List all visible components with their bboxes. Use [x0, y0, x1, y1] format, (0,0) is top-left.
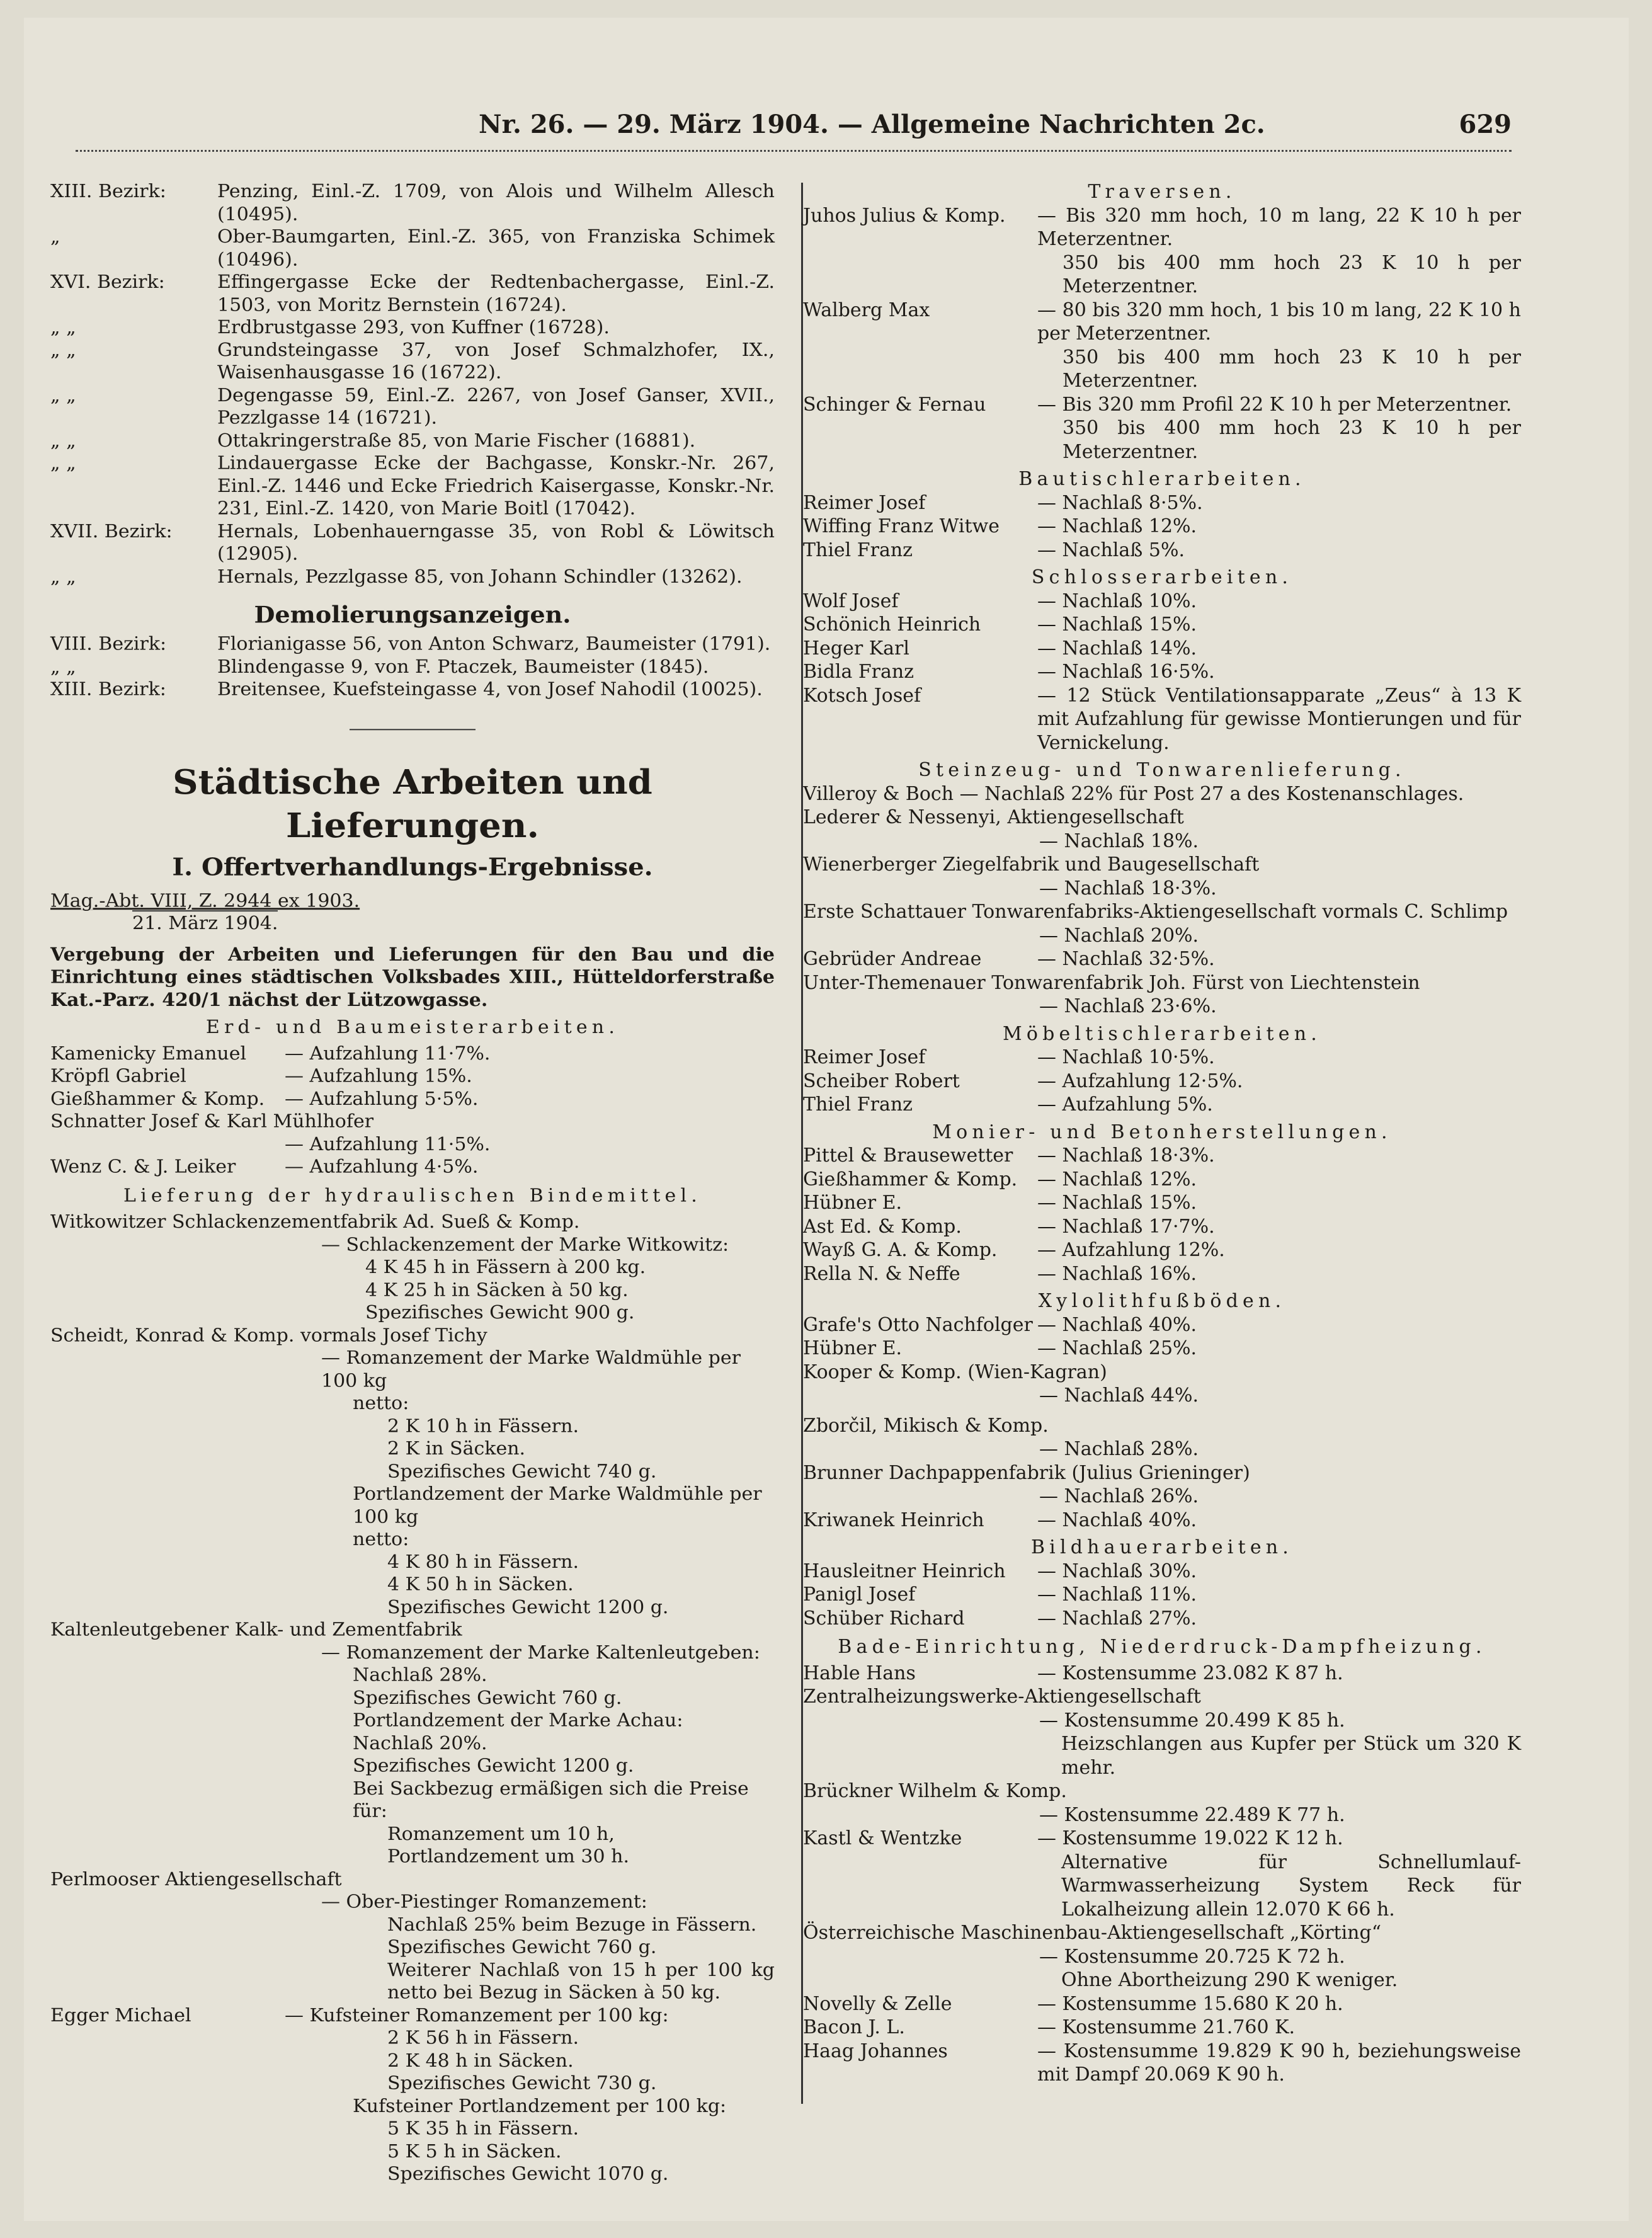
witkowitz-line: 4 K 45 h in Fässern à 200 kg.	[365, 1257, 646, 1278]
building-permits-list	[50, 180, 775, 588]
right-column	[803, 180, 1521, 2087]
bildhauer-entry	[803, 1607, 1521, 1631]
brunner-name: Brunner Dachpappenfabrik (Julius Grieninger)	[803, 1461, 1250, 1484]
erd-entry	[50, 1042, 775, 1065]
section-xylolith: Xylolithfußböden.	[1038, 1290, 1286, 1312]
kaltenleut-line: Portlandzement um 30 h.	[387, 1846, 629, 1868]
traversen-entry-name: Juhos Julius & Komp.	[803, 204, 1006, 227]
page-number: 629	[1459, 110, 1512, 139]
permit-entry-value: Penzing, Einl.-Z. 1709, von Alois und Wilhelm Allesch (10495).	[217, 180, 775, 225]
andreae-name: Gebrüder Andreae	[803, 948, 982, 970]
moebel-entry	[803, 1046, 1521, 1070]
scheidt-line: 4 K 80 h in Fässern.	[387, 1551, 579, 1573]
kotsch-value: — 12 Stück Ventilationsapparate „Zeus“ à 13 K mit Aufzahlung für gewisse Montierungen und für Vernickelung.	[1037, 684, 1521, 754]
permit-entry	[50, 271, 775, 316]
section-moebel: Möbeltischlerarbeiten.	[1002, 1022, 1322, 1045]
demolition-entry-name: „ „	[50, 656, 76, 678]
scheidt-line: Portlandzement der Marke Waldmühle per 100 kg	[353, 1483, 762, 1527]
permit-entry-name: „ „	[50, 339, 76, 361]
novelly-row	[803, 1992, 1521, 2016]
witkowitz-line: Spezifisches Gewicht 900 g.	[365, 1302, 635, 1323]
permit-entry-name: „ „	[50, 316, 76, 338]
moebel-entry-value: — Aufzahlung 5%.	[1037, 1093, 1213, 1116]
perlmooser-name: Perlmooser Aktiengesellschaft	[50, 1868, 342, 1890]
traversen-entry	[803, 204, 1521, 251]
moebel-entry-value: — Aufzahlung 12·5%.	[1037, 1070, 1243, 1092]
left-column	[50, 180, 775, 2185]
themenau-value: — Nachlaß 23·6%.	[1039, 995, 1217, 1017]
traversen-entry-extra: 350 bis 400 mm hoch 23 K 10 h per Meterzentner.	[1062, 346, 1521, 392]
demolition-heading: Demolierungsanzeigen.	[254, 600, 571, 629]
demolition-entry-value: Blindengasse 9, von F. Ptaczek, Baumeister (1845).	[217, 656, 709, 678]
witkowitz-line: 4 K 25 h in Säcken à 50 kg.	[365, 1279, 629, 1301]
monier-entry	[803, 1191, 1521, 1215]
schlosser-entry-name: Bidla Franz	[803, 661, 914, 683]
moebel-entry-name: Scheiber Robert	[803, 1070, 960, 1092]
scheidt-line: netto:	[353, 1528, 409, 1550]
permit-entry	[50, 430, 775, 452]
andreae-row	[803, 947, 1521, 971]
permit-entry-name: „	[50, 226, 60, 248]
scheidt-line: — Romanzement der Marke Waldmühle per 100 kg	[321, 1347, 741, 1391]
section-bade: Bade-Einrichtung, Niederdruck-Dampfheizung.	[838, 1636, 1486, 1658]
intro-paragraph: Vergebung der Arbeiten und Lieferungen für den Bau und die Einrichtung eines städtischen Volksbades XIII., Hütteldorferstraße Kat.-Parz. 420/1 nächst der Lützowgasse.	[50, 944, 775, 1011]
bildhauer-list	[803, 1560, 1521, 1631]
bildhauer-entry-value: — Nachlaß 11%.	[1037, 1584, 1197, 1606]
novelly-name: Novelly & Zelle	[803, 1992, 952, 2015]
header-rule	[76, 150, 1512, 152]
monier-entry	[803, 1168, 1521, 1192]
monier-entry-name: Pittel & Brausewetter	[803, 1145, 1013, 1167]
monier-entry-value: — Nachlaß 17·7%.	[1037, 1215, 1215, 1238]
permit-entry	[50, 316, 775, 339]
wenz-row	[50, 1156, 775, 1179]
permit-entry-value: Hernals, Pezzlgasse 85, von Johann Schindler (13262).	[217, 566, 743, 588]
bildhauer-entry-value: — Nachlaß 30%.	[1037, 1560, 1197, 1582]
wenz-value: — Aufzahlung 4·5%.	[285, 1156, 479, 1178]
schlosser-entry-value: — Nachlaß 15%.	[1037, 614, 1197, 636]
traversen-entry-extra: 350 bis 400 mm hoch 23 K 10 h per Meterzentner.	[1062, 417, 1521, 463]
section-steinzeug: Steinzeug- und Tonwarenlieferung.	[918, 759, 1406, 781]
kooper-name: Kooper & Komp. (Wien-Kagran)	[803, 1361, 1107, 1383]
traversen-entry-value: — 80 bis 320 mm hoch, 1 bis 10 m lang, 22 K 10 h per Meterzentner.	[1037, 299, 1521, 345]
scheidt-line: 4 K 50 h in Säcken.	[387, 1573, 574, 1596]
permit-entry-value: Ottakringerstraße 85, von Marie Fischer (16881).	[217, 430, 696, 452]
xylolith-list	[803, 1313, 1521, 1361]
permit-entry	[50, 226, 775, 271]
bildhauer-entry-name: Panigl Josef	[803, 1584, 916, 1606]
traversen-entry-name: Schinger & Fernau	[803, 393, 986, 416]
hable-name: Hable Hans	[803, 1662, 916, 1684]
permit-entry-name: „ „	[50, 384, 76, 406]
section-bautischler: Bautischlerarbeiten.	[1018, 468, 1306, 490]
kastl-extra: Alternative für Schnellumlauf-Warmwasserheizung System Reck für Lokalheizung allein 12.070 K 66 h.	[1061, 1851, 1521, 1921]
permit-entry	[50, 339, 775, 384]
bildhauer-entry	[803, 1583, 1521, 1607]
haag-name: Haag Johannes	[803, 2040, 948, 2062]
kaltenleut-line: Portlandzement der Marke Achau:	[353, 1710, 683, 1732]
kriwanek-row	[803, 1509, 1521, 1533]
traversen-entry-value: — Bis 320 mm Profil 22 K 10 h per Meterzentner.	[1037, 393, 1512, 416]
egger-row	[50, 2004, 775, 2027]
kastl-row	[803, 1827, 1521, 1851]
hable-row	[803, 1662, 1521, 1686]
bautischler-entry	[803, 515, 1521, 539]
oesterr-name: Österreichische Maschinenbau-Aktiengesellschaft „Körting“	[803, 1922, 1382, 1944]
monier-entry-value: — Aufzahlung 12%.	[1037, 1239, 1225, 1261]
scheidt-line: netto:	[353, 1392, 409, 1414]
bautischler-entry-value: — Nachlaß 12%.	[1037, 515, 1197, 537]
section-erd: Erd- und Baumeisterarbeiten.	[205, 1017, 620, 1038]
erd-entry-name: Gießhammer & Komp.	[50, 1088, 265, 1110]
schnatter-name: Schnatter Josef & Karl Mühlhofer	[50, 1110, 374, 1133]
kooper-value: — Nachlaß 44%.	[1039, 1384, 1199, 1407]
schlosser-list	[803, 590, 1521, 684]
egger-line: Kufsteiner Portlandzement per 100 kg:	[353, 2095, 727, 2117]
monier-entry	[803, 1215, 1521, 1239]
kastl-name: Kastl & Wentzke	[803, 1827, 962, 1849]
schlosser-entry-value: — Nachlaß 14%.	[1037, 637, 1197, 659]
scheidt-line: 2 K in Säcken.	[387, 1437, 526, 1459]
traversen-entry-name: Walberg Max	[803, 299, 930, 321]
section-schlosser: Schlosserarbeiten.	[1031, 566, 1293, 588]
kastl-value: — Kostensumme 19.022 K 12 h.	[1037, 1827, 1343, 1849]
oesterr-value: Ohne Abortheizung 290 K weniger.	[1061, 1969, 1398, 1991]
monier-entry-name: Gießhammer & Komp.	[803, 1168, 1018, 1190]
section-hydraulic: Lieferung der hydraulischen Bindemittel.	[123, 1185, 702, 1206]
monier-entry-value: — Nachlaß 15%.	[1037, 1192, 1197, 1214]
schlosser-entry	[803, 660, 1521, 684]
monier-list	[803, 1144, 1521, 1286]
permit-entry-name: XIII. Bezirk:	[50, 180, 166, 202]
xylolith-entry	[803, 1313, 1521, 1337]
zborcil-value: — Nachlaß 28%.	[1039, 1438, 1199, 1460]
witkowitz-line: — Schlackenzement der Marke Witkowitz:	[321, 1234, 729, 1255]
monier-entry-value: — Nachlaß 12%.	[1037, 1168, 1197, 1190]
bildhauer-entry-value: — Nachlaß 27%.	[1037, 1607, 1197, 1630]
andreae-value: — Nachlaß 32·5%.	[1037, 948, 1215, 970]
monier-entry-name: Rella N. & Neffe	[803, 1262, 960, 1285]
schattau-value: — Nachlaß 20%.	[1039, 924, 1199, 947]
perlmooser-line: Spezifisches Gewicht 760 g.	[387, 1936, 657, 1958]
novelly-value: — Kostensumme 15.680 K 20 h.	[1037, 1992, 1343, 2015]
bautischler-entry-name: Thiel Franz	[803, 539, 913, 561]
perlmooser-line: Weiterer Nachlaß von 15 h per 100 kg netto bei Bezug in Säcken à 50 kg.	[387, 1959, 775, 2004]
monier-entry-name: Hübner E.	[803, 1192, 903, 1214]
demolition-entry-value: Breitensee, Kuefsteingasse 4, von Josef Nahodil (10025).	[217, 678, 763, 700]
permit-entry-value: Lindauergasse Ecke der Bachgasse, Konskr.-Nr. 267, Einl.-Z. 1446 und Ecke Friedrich Kaisergasse, Konskr.-Nr. 231, Einl.-Z. 1420, von Marie Boitl (17042).	[217, 452, 775, 520]
moebel-list	[803, 1046, 1521, 1117]
demolition-entry	[50, 656, 775, 678]
schattau-name: Erste Schattauer Tonwarenfabriks-Aktiengesellschaft vormals C. Schlimp	[803, 901, 1508, 923]
erd-entry-value: — Aufzahlung 5·5%.	[285, 1088, 479, 1110]
traversen-entry-value: — Bis 320 mm hoch, 10 m lang, 22 K 10 h per Meterzentner.	[1037, 204, 1521, 250]
egger-line: 2 K 56 h in Fässern.	[387, 2027, 579, 2049]
zentral-value: Heizschlangen aus Kupfer per Stück um 320 K mehr.	[1061, 1733, 1521, 1779]
scheidt-line: 2 K 10 h in Fässern.	[387, 1415, 579, 1437]
wenz-name: Wenz C. & J. Leiker	[50, 1156, 236, 1178]
magistrate-reference: Mag.-Abt. VIII, Z. 2944 ex 1903.	[50, 890, 360, 911]
bautischler-entry-name: Reimer Josef	[803, 491, 926, 514]
permit-entry-value: Degengasse 59, Einl.-Z. 2267, von Josef Ganser, XVII., Pezzlgasse 14 (16721).	[217, 384, 775, 429]
xylolith-entry-value: — Nachlaß 25%.	[1037, 1337, 1197, 1359]
scheidt-line: Spezifisches Gewicht 1200 g.	[387, 1596, 669, 1618]
permit-entry-name: XVI. Bezirk:	[50, 271, 165, 293]
zentral-name: Zentralheizungswerke-Aktiengesellschaft	[803, 1686, 1201, 1708]
kaltenleut-name: Kaltenleutgebener Kalk- und Zementfabrik	[50, 1619, 462, 1641]
section-divider	[350, 729, 476, 730]
kriwanek-value: — Nachlaß 40%.	[1037, 1509, 1197, 1531]
permit-entry	[50, 566, 775, 588]
scheidt-name: Scheidt, Konrad & Komp. vormals Josef Tichy	[50, 1325, 487, 1346]
hable-value: — Kostensumme 23.082 K 87 h.	[1037, 1662, 1343, 1684]
date-line: 21. März 1904.	[50, 912, 775, 935]
permit-entry	[50, 180, 775, 226]
moebel-entry-name: Thiel Franz	[803, 1093, 913, 1116]
brunner-value: — Nachlaß 26%.	[1039, 1485, 1199, 1507]
subtitle: I. Offertverhandlungs-Ergebnisse.	[172, 852, 653, 881]
monier-entry	[803, 1238, 1521, 1262]
monier-entry	[803, 1144, 1521, 1168]
haag-value: — Kostensumme 19.829 K 90 h, beziehungsweise mit Dampf 20.069 K 90 h.	[1037, 2040, 1521, 2086]
bautischler-entry-value: — Nachlaß 8·5%.	[1037, 491, 1203, 514]
permit-entry-value: Hernals, Lobenhauerngasse 35, von Robl & Löwitsch (12905).	[217, 520, 775, 565]
demolition-entry	[50, 678, 775, 701]
section-monier: Monier- und Betonherstellungen.	[932, 1121, 1392, 1143]
egger-name: Egger Michael	[50, 2004, 191, 2026]
bildhauer-entry-name: Schüber Richard	[803, 1607, 965, 1630]
wienerberger-name: Wienerberger Ziegelfabrik und Baugesellschaft	[803, 854, 1260, 876]
demolition-entry-name: VIII. Bezirk:	[50, 633, 167, 655]
schlosser-entry	[803, 590, 1521, 614]
moebel-entry-value: — Nachlaß 10·5%.	[1037, 1046, 1215, 1068]
permit-entry-name: „ „	[50, 430, 76, 452]
zentral-value: — Kostensumme 20.499 K 85 h.	[1039, 1709, 1345, 1732]
bautischler-entry	[803, 539, 1521, 562]
schlosser-entry	[803, 613, 1521, 637]
section-traversen: Traversen.	[1088, 181, 1236, 203]
moebel-entry	[803, 1093, 1521, 1117]
kotsch-row	[803, 684, 1521, 755]
traversen-entry-extra: 350 bis 400 mm hoch 23 K 10 h per Meterzentner.	[1062, 251, 1521, 297]
kotsch-name: Kotsch Josef	[803, 684, 921, 707]
demolition-list	[50, 633, 775, 701]
erd-entry	[50, 1065, 775, 1088]
wienerberger-value: — Nachlaß 18·3%.	[1039, 877, 1217, 899]
kriwanek-name: Kriwanek Heinrich	[803, 1509, 984, 1531]
permit-entry	[50, 452, 775, 520]
permit-entry-name: XVII. Bezirk:	[50, 520, 173, 542]
permit-entry-name: „ „	[50, 452, 76, 474]
perlmooser-line: Nachlaß 25% beim Bezuge in Fässern.	[387, 1914, 757, 1936]
erd-list	[50, 1042, 775, 1110]
traversen-list	[803, 204, 1521, 464]
section-bildhauer: Bildhauerarbeiten.	[1030, 1536, 1294, 1558]
lederer-name: Lederer & Nessenyi, Aktiengesellschaft	[803, 806, 1184, 828]
traversen-entry	[803, 393, 1521, 417]
bacon-row	[803, 2016, 1521, 2040]
witkowitz-name: Witkowitzer Schlackenzementfabrik Ad. Sueß & Komp.	[50, 1211, 580, 1233]
schlosser-entry-name: Heger Karl	[803, 637, 909, 659]
moebel-entry	[803, 1070, 1521, 1093]
schlosser-entry-value: — Nachlaß 10%.	[1037, 590, 1197, 612]
erd-entry-name: Kamenicky Emanuel	[50, 1042, 247, 1065]
permit-entry	[50, 384, 775, 430]
themenau-name: Unter-Themenauer Tonwarenfabrik Joh. Fürst von Liechtenstein	[803, 971, 1420, 994]
schlosser-entry-value: — Nachlaß 16·5%.	[1037, 661, 1215, 683]
brueckner-value: — Kostensumme 22.489 K 77 h.	[1039, 1803, 1345, 1826]
brueckner-name: Brückner Wilhelm & Komp.	[803, 1780, 1067, 1802]
permit-entry	[50, 520, 775, 566]
egger-line: 2 K 48 h in Säcken.	[387, 2050, 574, 2072]
egger-line: 5 K 5 h in Säcken.	[387, 2140, 562, 2162]
erd-entry	[50, 1088, 775, 1110]
monier-entry	[803, 1262, 1521, 1286]
kaltenleut-line: Romanzement um 10 h,	[387, 1823, 615, 1845]
erd-entry-name: Kröpfl Gabriel	[50, 1065, 186, 1087]
kaltenleut-line: Spezifisches Gewicht 760 g.	[353, 1687, 622, 1709]
kaltenleut-line: Spezifisches Gewicht 1200 g.	[353, 1755, 634, 1777]
xylolith-entry-name: Grafe's Otto Nachfolger	[803, 1313, 1033, 1336]
schnatter-value: — Aufzahlung 11·5%.	[285, 1133, 491, 1155]
perlmooser-line: — Ober-Piestinger Romanzement:	[321, 1891, 647, 1913]
oesterr-value: — Kostensumme 20.725 K 72 h.	[1039, 1945, 1345, 1968]
page-header	[76, 106, 1512, 144]
moebel-entry-name: Reimer Josef	[803, 1046, 926, 1068]
erd-entry-value: — Aufzahlung 11·7%.	[285, 1042, 491, 1065]
scheidt-line: Spezifisches Gewicht 740 g.	[387, 1460, 657, 1482]
traversen-entry	[803, 299, 1521, 346]
monier-entry-value: — Nachlaß 18·3%.	[1037, 1145, 1215, 1167]
erd-entry-value: — Aufzahlung 15%.	[285, 1065, 472, 1087]
schlosser-entry-name: Wolf Josef	[803, 590, 899, 612]
haag-row	[803, 2040, 1521, 2087]
kaltenleut-line: Nachlaß 20%.	[353, 1732, 487, 1754]
bacon-value: — Kostensumme 21.760 K.	[1037, 2016, 1296, 2038]
egger-line: 5 K 35 h in Fässern.	[387, 2118, 579, 2140]
kaltenleut-line: Bei Sackbezug ermäßigen sich die Preise für:	[353, 1778, 749, 1822]
schlosser-entry	[803, 637, 1521, 661]
kaltenleut-line: — Romanzement der Marke Kaltenleutgeben:	[321, 1641, 760, 1664]
xylolith-entry-value: — Nachlaß 40%.	[1037, 1313, 1197, 1336]
monier-entry-name: Ast Ed. & Komp.	[803, 1215, 962, 1238]
bautischler-entry	[803, 491, 1521, 515]
bautischler-list	[803, 491, 1521, 562]
monier-entry-value: — Nachlaß 16%.	[1037, 1262, 1197, 1285]
monier-entry-name: Wayß G. A. & Komp.	[803, 1239, 998, 1261]
zborcil-name: Zborčil, Mikisch & Komp.	[803, 1414, 1049, 1437]
xylolith-entry-name: Hübner E.	[803, 1337, 903, 1359]
egger-line: Spezifisches Gewicht 730 g.	[387, 2072, 657, 2094]
xylolith-entry	[803, 1337, 1521, 1361]
permit-entry-value: Grundsteingasse 37, von Josef Schmalzhofer, IX., Waisenhausgasse 16 (16722).	[217, 339, 775, 384]
permit-entry-value: Erdbrustgasse 293, von Kuffner (16728).	[217, 316, 610, 338]
egger-line: Spezifisches Gewicht 1070 g.	[387, 2163, 669, 2185]
bacon-name: Bacon J. L.	[803, 2016, 905, 2038]
permit-entry-value: Effingergasse Ecke der Redtenbachergasse, Einl.-Z. 1503, von Moritz Bernstein (16724).	[217, 271, 775, 316]
bautischler-entry-name: Wiffing Franz Witwe	[803, 515, 1000, 537]
permit-entry-name: „ „	[50, 566, 76, 588]
bautischler-entry-value: — Nachlaß 5%.	[1037, 539, 1185, 561]
main-title: Städtische Arbeiten und Lieferungen.	[173, 762, 652, 846]
schlosser-entry-name: Schönich Heinrich	[803, 614, 981, 636]
running-head: Nr. 26. — 29. März 1904. — Allgemeine Nachrichten 2c.	[479, 110, 1265, 139]
bildhauer-entry	[803, 1560, 1521, 1584]
kaltenleut-line: Nachlaß 28%.	[353, 1664, 487, 1686]
egger-line: — Kufsteiner Romanzement per 100 kg:	[285, 2004, 669, 2026]
permit-entry-value: Ober-Baumgarten, Einl.-Z. 365, von Franziska Schimek (10496).	[217, 226, 775, 270]
bildhauer-entry-name: Hausleitner Heinrich	[803, 1560, 1006, 1582]
demolition-entry	[50, 633, 775, 656]
villeroy-row: Villeroy & Boch — Nachlaß 22% für Post 27 a des Kostenanschlages.	[803, 782, 1464, 805]
demolition-entry-name: XIII. Bezirk:	[50, 678, 166, 700]
demolition-entry-value: Florianigasse 56, von Anton Schwarz, Baumeister (1791).	[217, 633, 771, 655]
lederer-value: — Nachlaß 18%.	[1039, 830, 1199, 852]
